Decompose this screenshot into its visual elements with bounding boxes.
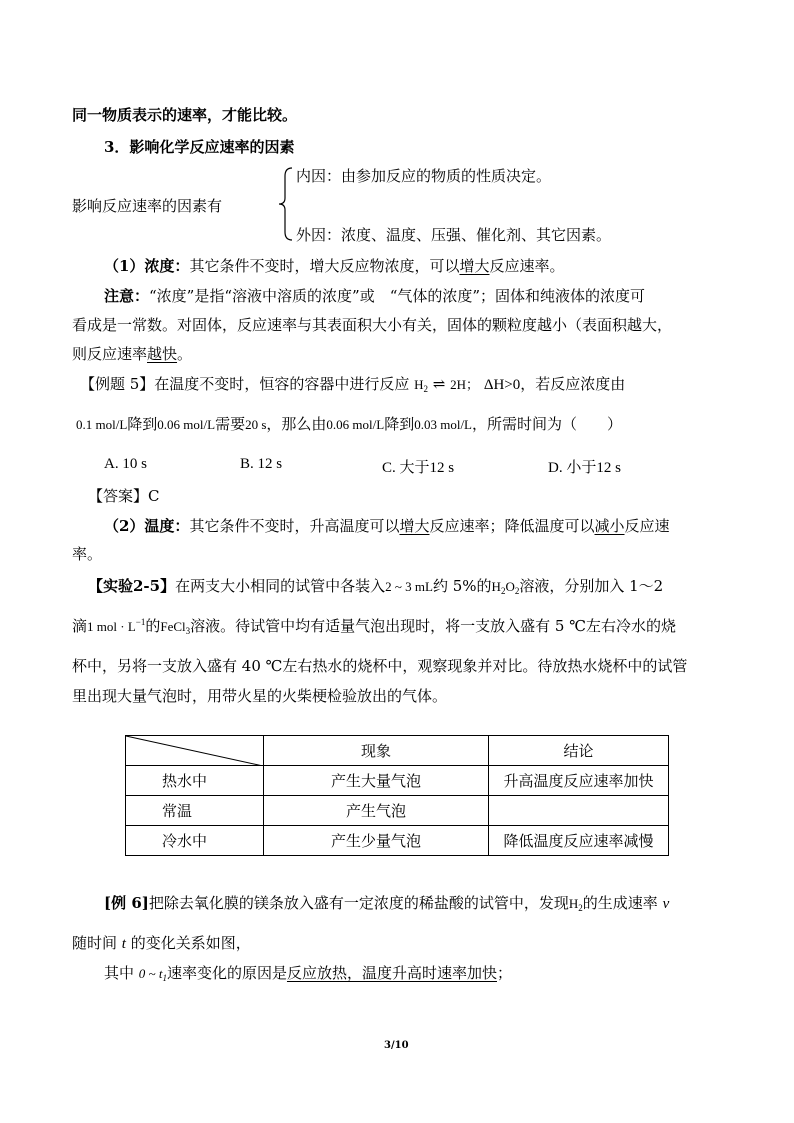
note-text-a: 则反应速率 — [72, 345, 148, 363]
concentration-text: 其它条件不变时，增大反应物浓度，可以 — [189, 257, 460, 275]
variable-t: t — [121, 936, 126, 952]
note-line-2: 看成是一常数。对固体，反应速率与其表面积大小有关，固体的颗粒度越小（表面积越大， — [72, 316, 673, 334]
experiment-heading: 【实验2-5】 — [88, 577, 176, 595]
table-cell — [489, 796, 669, 826]
concentration-underline: 增大 — [459, 257, 490, 275]
example5-line-1 — [80, 373, 625, 394]
table-row — [126, 766, 669, 796]
table-header: 现象 — [264, 736, 489, 766]
option-d: D. 小于12 s — [548, 460, 621, 476]
option-b: B. 12 s — [240, 456, 283, 472]
experiment-line-2: 滴1 mol · $L^{-1}$的FeCl$_3$溶液。待试管中均有适量气泡出现时，将一支放入盛有 5 ℃左右冷水的烧 — [72, 617, 677, 636]
table-row — [126, 796, 669, 826]
variable-v: v — [662, 896, 670, 912]
temperature-line-2: 率。 — [72, 545, 103, 563]
example6-line-2: 随时间 t 的变化关系如图， — [72, 934, 251, 952]
factor-internal: 内因：由参加反应的物质的性质决定。 — [296, 167, 552, 185]
note-heading: 注意： — [104, 287, 150, 305]
formula-fecl3: FeCl$_3$ — [160, 619, 191, 636]
temperature-paragraph: （2）温度：其它条件不变时，升高温度可以增大反应速率；降低温度可以减小反应速 — [104, 517, 670, 535]
formula-h2: $H_2$ — [568, 896, 583, 913]
temperature-underline-1: 增大 — [399, 517, 430, 535]
concentration-text-end: 反应速率。 — [489, 257, 565, 275]
example6-line-1: [例 6]把除去氧化膜的镁条放入盛有一定浓度的稀盐酸的试管中，发现$H_2$的生成速率 v — [104, 894, 670, 913]
page-number: 3/10 — [384, 1040, 409, 1051]
experiment-line-4: 里出现大量气泡时，用带火星的火柴梗检验放出的气体。 — [72, 687, 448, 705]
example6-heading: [例 6] — [104, 894, 149, 912]
table-cell: 产生大量气泡 — [264, 766, 489, 796]
note-text: “浓度”是指“溶液中溶质的浓度”或 “气体的浓度”；固体和纯液体的浓度可 — [149, 287, 646, 305]
factor-external: 外因：浓度、温度、压强、催化剂、其它因素。 — [296, 226, 612, 244]
table-cell: 冷水中 — [126, 826, 264, 856]
concentration-paragraph — [104, 255, 565, 276]
equation-h2: $H_2$ — [414, 377, 428, 394]
table-cell: 热水中 — [126, 766, 264, 796]
table-cell: 产生气泡 — [264, 796, 489, 826]
concentration-heading: （1）浓度： — [104, 257, 190, 275]
example6-underline: 反应放热，温度升高时速率加快 — [286, 964, 497, 982]
example6-line-3: 其中 0 ~ $t_1$速率变化的原因是反应放热，温度升高时速率加快； — [104, 964, 512, 983]
table-header: 结论 — [489, 736, 669, 766]
table-cell: 常温 — [126, 796, 264, 826]
diagonal-line — [126, 736, 263, 766]
experiment-line-3: 杯中，另将一支放入盛有 40 ℃左右热水的烧杯中，观察现象并对比。待放热水烧杯中的试管 — [72, 657, 688, 675]
time-range: 0 ~ $t_1$ — [138, 966, 167, 983]
equation-enthalpy: ΔH>0，若反应浓度由 — [483, 377, 626, 393]
note-underline: 越快 — [147, 345, 178, 363]
table-cell: 产生少量气泡 — [264, 826, 489, 856]
example5-text: 【例题 5】在温度不变时，恒容的容器中进行反应 — [80, 375, 410, 393]
brace-icon — [276, 166, 296, 242]
table-row — [126, 826, 669, 856]
text-line: 同一物质表示的速率，才能比较。 — [72, 106, 298, 124]
answer: 【答案】C — [88, 487, 160, 505]
temperature-heading: （2）温度： — [104, 517, 190, 535]
option-c: C. 大于12 s — [382, 460, 455, 476]
experiment-table — [125, 735, 669, 856]
section-heading: 3．影响化学反应速率的因素 — [104, 138, 295, 156]
temperature-underline-2: 减小 — [594, 517, 625, 535]
experiment-line-1: 【实验2-5】在两支大小相同的试管中各装入2 ~ 3 mL约 5%的$H_2O_2$溶液，分别加入 1～2 — [88, 577, 664, 596]
table-cell: 升高温度反应速率加快 — [489, 766, 669, 796]
table-cell: 降低温度反应速率减慢 — [489, 826, 669, 856]
formula-h2o2: $H_2O_2$ — [491, 579, 520, 596]
table-header-row — [126, 736, 669, 766]
example5-line-2: 0.1 mol/L降到0.06 mol/L需要20 s，那么由0.06 mol/L降到0.03 mol/L，所需时间为（ ） — [76, 415, 623, 433]
option-a: A. 10 s — [104, 456, 147, 472]
equation-product: 2H； — [450, 377, 480, 392]
equilibrium-arrow-icon: ⇌ — [432, 375, 446, 393]
table-corner-cell — [126, 736, 264, 766]
note-line-3 — [72, 343, 192, 364]
factors-lead: 影响反应速率的因素有 — [72, 197, 223, 215]
note-line-1 — [104, 285, 645, 306]
note-text-b: 。 — [177, 345, 193, 363]
